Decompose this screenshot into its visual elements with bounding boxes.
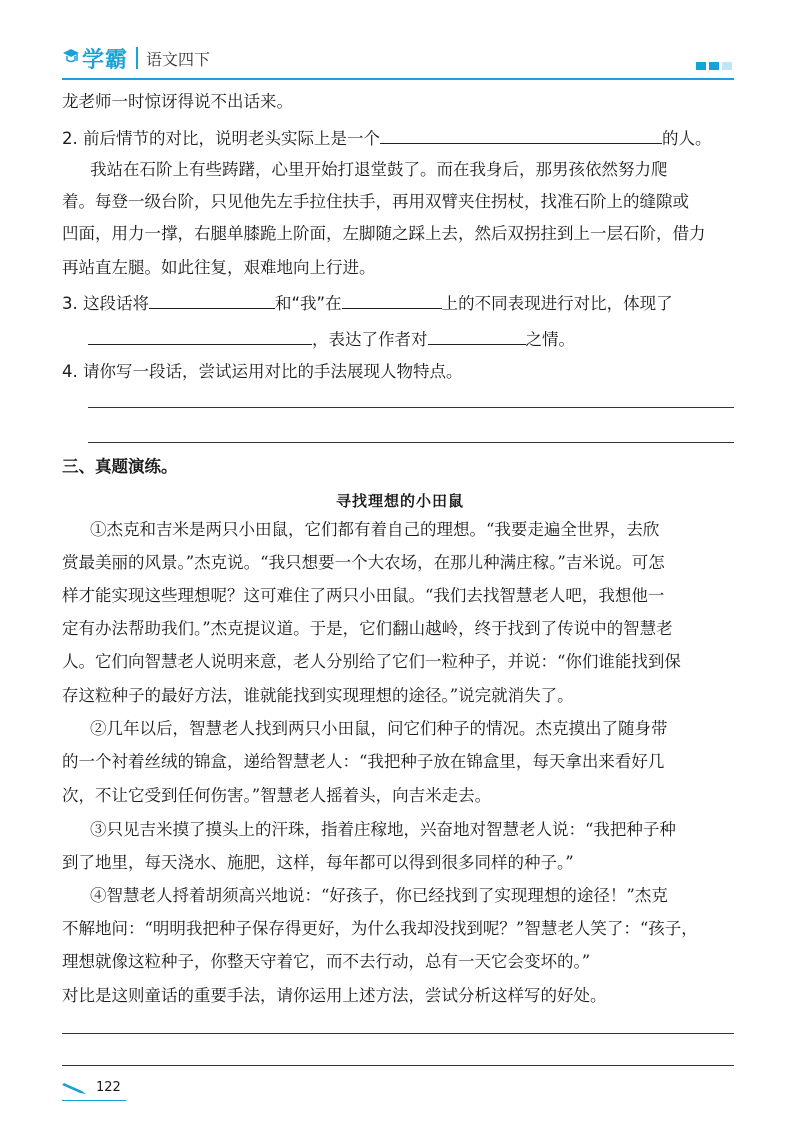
q3-text: 和“我”在 — [275, 294, 342, 313]
story-line: 样才能实现这些理想呢？这可难住了两只小田鼠。“我们去找智慧老人吧，我想他一 — [62, 586, 665, 605]
story-line: 到了地里，每天浇水、施肥，这样，每年都可以得到很多同样的种子。” — [62, 853, 574, 872]
page-header — [62, 40, 734, 80]
q2-answer-blank[interactable] — [380, 127, 662, 144]
passage-line: 我站在石阶上有些踌躇，心里开始打退堂鼓了。而在我身后，那男孩依然努力爬 — [90, 160, 668, 179]
answer-line[interactable] — [62, 1065, 734, 1066]
story-line: 定有办法帮助我们。”杰克提议道。于是，它们翻山越岭，终于找到了传说中的智慧老 — [62, 619, 673, 638]
question-3-line-2 — [88, 328, 575, 350]
answer-line[interactable] — [88, 442, 734, 443]
answer-line[interactable] — [88, 407, 734, 408]
q1-answer-tail: 龙老师一时惊讶得说不出话来。 — [62, 92, 293, 111]
q3-blank-1[interactable] — [149, 292, 275, 309]
story-line: 理想就像这粒种子，你整天守着它，而不去行动，总有一天它会变坏的。” — [62, 952, 591, 971]
page-footer — [62, 1080, 121, 1095]
subject-label: 语文四下 — [146, 49, 211, 69]
passage-line: 凹面，用力一撑，右腿单膝跪上阶面，左脚随之踩上去，然后双拐拄到上一层石阶，借力 — [62, 224, 706, 243]
header-rule — [62, 78, 734, 80]
header-decoration — [696, 62, 732, 70]
passage-line: 再站直左腿。如此往复，艰难地向上行进。 — [62, 258, 376, 277]
story-line: 人。它们向智慧老人说明来意，老人分别给了它们一粒种子，并说：“你们谁能找到保 — [62, 652, 681, 671]
q3-text: ，表达了作者对 — [312, 330, 428, 349]
passage-line: 着。每登一级台阶，只见他先左手拉住扶手，再用双臂夹住拐杖，找准石阶上的缝隙或 — [62, 192, 689, 211]
logo-divider — [136, 47, 138, 69]
story-line: 的一个衬着丝绒的锦盒，递给智慧老人：“我把种子放在锦盒里，每天拿出来看好几 — [62, 752, 665, 771]
story-line: ②几年以后，智慧老人找到两只小田鼠，问它们种子的情况。杰克摸出了随身带 — [90, 719, 668, 738]
q3-text: 上的不同表现进行对比，体现了 — [441, 294, 673, 313]
q3-blank-3[interactable] — [88, 328, 312, 345]
q2-prefix: 2. 前后情节的对比，说明老头实际上是一个 — [62, 129, 380, 148]
graduation-cap-icon — [62, 47, 80, 69]
question-2 — [62, 127, 712, 149]
q3-text: 之情。 — [525, 330, 575, 349]
q3-blank-2[interactable] — [342, 292, 442, 309]
question-4: 4. 请你写一段话，尝试运用对比的手法展现人物特点。 — [62, 362, 463, 381]
question-3-line-1 — [62, 292, 673, 314]
story-line: 赏最美丽的风景。”杰克说。“我只想要一个大农场，在那儿种满庄稼。”吉米说。可怎 — [62, 553, 665, 572]
logo-text: 学霸 — [82, 47, 129, 73]
page-number: 122 — [96, 1080, 121, 1095]
story-line: 存这粒种子的最好方法，谁就能找到实现理想的途径。”说完就消失了。 — [62, 686, 574, 705]
story-line: ①杰克和吉米是两只小田鼠，它们都有着自己的理想。“我要走遍全世界，去欣 — [90, 520, 660, 539]
story-line: 不解地问：“明明我把种子保存得更好，为什么我却没找到呢？”智慧老人笑了：“孩子， — [62, 919, 698, 938]
pen-icon — [62, 1081, 88, 1095]
answer-line[interactable] — [62, 1033, 734, 1034]
section-heading: 三、真题演练。 — [62, 457, 178, 476]
final-question: 对比是这则童话的重要手法，请你运用上述方法，尝试分析这样写的好处。 — [62, 986, 607, 1005]
story-line: ③只见吉米摸了摸头上的汗珠，指着庄稼地，兴奋地对智慧老人说：“我把种子种 — [90, 820, 676, 839]
story-line: 次，不让它受到任何伤害。”智慧老人摇着头，向吉米走去。 — [62, 786, 492, 805]
story-line: ④智慧老人捋着胡须高兴地说：“好孩子，你已经找到了实现理想的途径！”杰克 — [90, 886, 668, 905]
q3-text: 3. 这段话将 — [62, 294, 149, 313]
q2-suffix: 的人。 — [662, 129, 712, 148]
story-title: 寻找理想的小田鼠 — [335, 492, 464, 510]
footer-rule — [62, 1100, 126, 1101]
brand-logo — [62, 40, 210, 76]
q3-blank-4[interactable] — [428, 328, 526, 345]
